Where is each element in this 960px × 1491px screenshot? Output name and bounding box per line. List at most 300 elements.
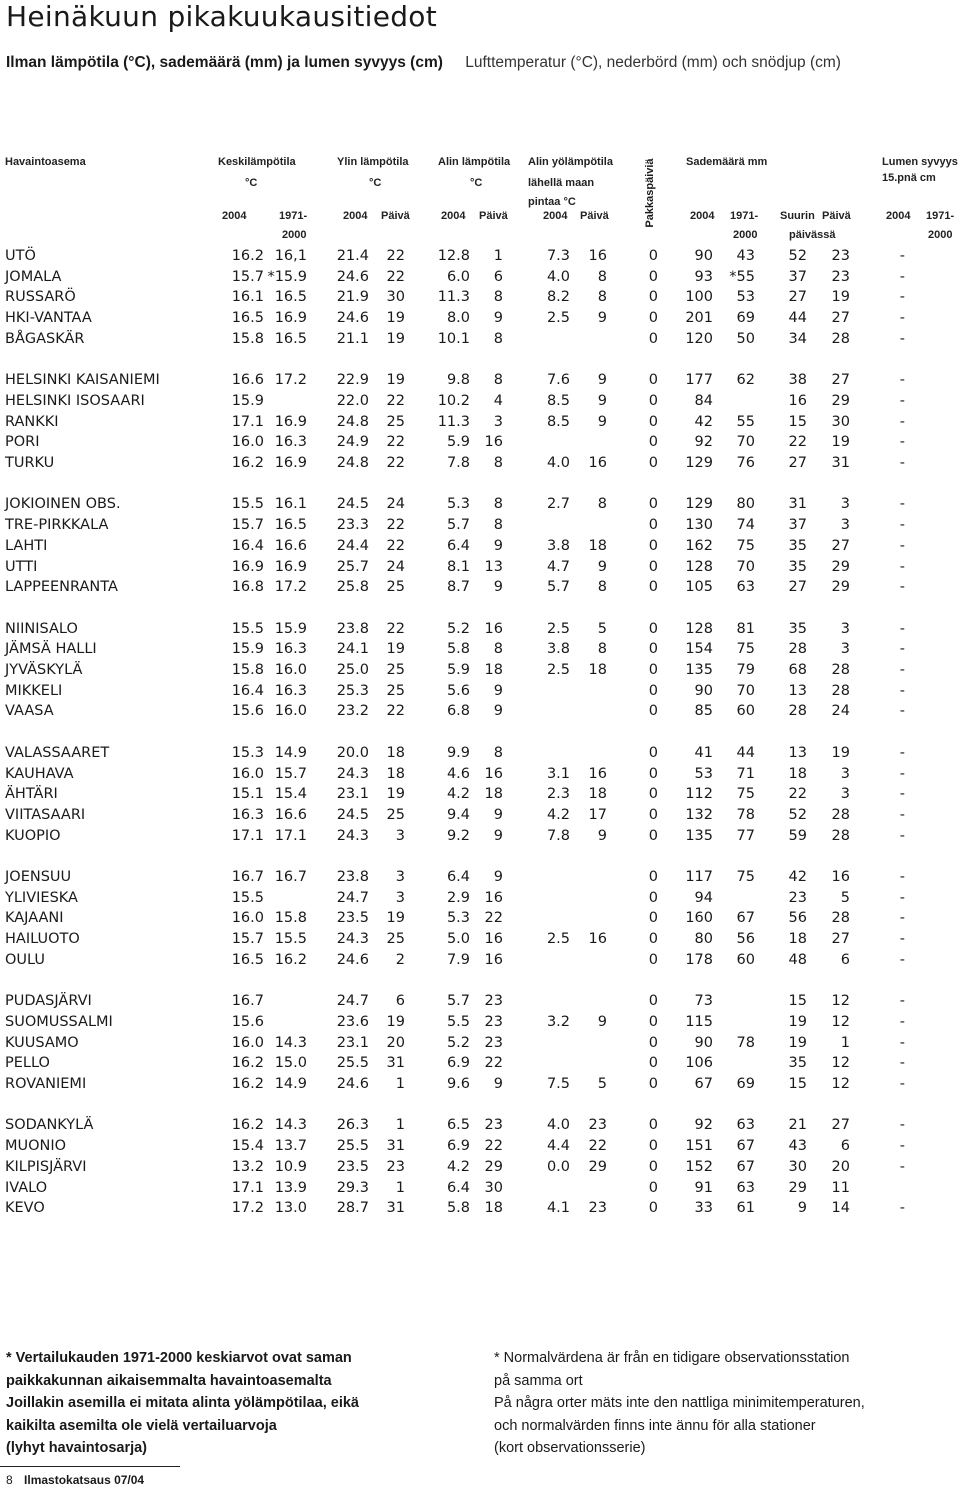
cell-mean-2004: 16.2	[231, 455, 264, 471]
cell-max-2004: 24.7	[336, 993, 369, 1010]
cell-ground-2004: 2.5	[546, 662, 570, 678]
cell-ground-day: 23	[588, 1117, 607, 1134]
footer-divider	[0, 1466, 180, 1467]
cell-precip-day: 24	[831, 703, 850, 720]
cell-precip-normal: 63	[736, 579, 755, 596]
cell-mean-normal: 16.1	[274, 496, 307, 513]
cell-precip-largest: 29	[788, 1179, 807, 1196]
cell-min-2004: 5.6	[446, 682, 470, 699]
note-line: På några orter mäts inte den nattliga minimitemperaturen,	[494, 1395, 865, 1411]
cell-min-2004: 10.2	[437, 392, 470, 409]
table-row	[0, 559, 960, 579]
cell-ground-day: 17	[588, 806, 607, 823]
cell-max-day: 18	[386, 765, 405, 782]
cell-station: ROVANIEMI	[5, 1076, 87, 1092]
cell-mean-2004: 16.2	[231, 248, 264, 264]
cell-frost-days: 0	[648, 910, 658, 927]
cell-ground-2004: 3.8	[546, 537, 570, 554]
cell-max-2004: 25.5	[336, 1055, 369, 1072]
cell-precip-normal: 76	[736, 455, 755, 471]
cell-min-2004: 9.2	[446, 827, 470, 844]
table-row	[0, 393, 960, 413]
cell-frost-days: 0	[648, 620, 658, 637]
cell-frost-days: 0	[648, 434, 658, 451]
cell-min-day: 9	[493, 579, 503, 596]
cell-ground-day: 18	[588, 537, 607, 554]
cell-precip-largest: 43	[788, 1138, 807, 1155]
cell-snow-2004: -	[899, 455, 905, 471]
cell-frost-days: 0	[648, 268, 658, 285]
cell-min-day: 23	[484, 1117, 503, 1134]
cell-min-2004: 9.8	[446, 372, 470, 389]
cell-precip-largest: 35	[788, 537, 807, 554]
cell-precip-largest: 48	[788, 951, 807, 968]
cell-frost-days: 0	[648, 951, 658, 968]
cell-precip-normal: 62	[736, 372, 755, 389]
cell-precip-day: 27	[831, 537, 850, 554]
cell-mean-normal: 16.5	[274, 517, 307, 534]
cell-precip-day: 29	[831, 579, 850, 596]
cell-mean-2004: 16.2	[231, 1117, 264, 1134]
cell-max-2004: 24.7	[336, 889, 369, 906]
cell-snow-2004: -	[899, 1055, 905, 1072]
header-precip-per-day: päivässä	[789, 229, 836, 241]
cell-precip-2004: 135	[685, 662, 713, 678]
cell-max-day: 3	[395, 827, 405, 844]
cell-min-2004: 6.9	[446, 1055, 470, 1072]
cell-min-day: 22	[484, 1055, 503, 1072]
cell-min-day: 9	[493, 806, 503, 823]
cell-ground-day: 16	[588, 931, 607, 948]
cell-max-2004: 21.4	[336, 248, 369, 264]
cell-precip-normal: 75	[736, 537, 755, 554]
cell-precip-largest: 23	[788, 889, 807, 906]
cell-min-2004: 5.9	[446, 662, 470, 678]
cell-frost-days: 0	[648, 1138, 658, 1155]
cell-max-2004: 23.5	[336, 1158, 369, 1175]
cell-min-2004: 5.5	[446, 1013, 470, 1030]
cell-mean-2004: 16.9	[231, 558, 264, 575]
cell-snow-2004: -	[899, 413, 905, 430]
cell-station: RUSSARÖ	[5, 289, 76, 306]
cell-mean-normal: 16.3	[274, 434, 307, 451]
cell-precip-largest: 31	[788, 496, 807, 513]
cell-mean-normal: 16.6	[274, 537, 307, 554]
header-frost-days: Pakkaspäiviä	[644, 158, 656, 228]
cell-precip-largest: 35	[788, 1055, 807, 1072]
cell-mean-2004: 15.7	[231, 517, 264, 534]
cell-ground-day: 9	[597, 1013, 607, 1030]
cell-max-2004: 23.3	[336, 517, 369, 534]
cell-precip-2004: 154	[685, 641, 713, 658]
cell-max-day: 6	[395, 993, 405, 1010]
header-mean-2004: 2004	[222, 210, 247, 222]
cell-ground-day: 16	[588, 765, 607, 782]
cell-mean-normal: 16.5	[274, 289, 307, 306]
cell-precip-day: 19	[831, 434, 850, 451]
cell-snow-2004: -	[899, 993, 905, 1010]
header-unit-max: °C	[369, 177, 382, 189]
table-row	[0, 869, 960, 889]
cell-precip-2004: 132	[685, 806, 713, 823]
cell-precip-normal: 63	[736, 1117, 755, 1134]
cell-min-2004: 10.1	[437, 330, 470, 347]
cell-min-day: 22	[484, 1138, 503, 1155]
cell-snow-2004: -	[899, 910, 905, 927]
cell-min-2004: 8.0	[446, 310, 470, 327]
cell-station: UTÖ	[5, 248, 36, 264]
cell-min-2004: 5.2	[446, 1034, 470, 1051]
cell-station: KUOPIO	[5, 827, 61, 844]
cell-precip-2004: 92	[694, 1117, 713, 1134]
cell-max-2004: 24.3	[336, 765, 369, 782]
notes-swedish	[494, 1347, 865, 1460]
cell-mean-2004: 17.1	[231, 413, 264, 430]
cell-mean-2004: 16.8	[231, 579, 264, 596]
cell-precip-normal: 81	[736, 620, 755, 637]
cell-min-day: 9	[493, 703, 503, 720]
cell-station: HAILUOTO	[5, 931, 80, 948]
cell-precip-day: 28	[831, 330, 850, 347]
cell-min-day: 18	[484, 1200, 503, 1217]
cell-min-day: 23	[484, 1034, 503, 1051]
cell-precip-normal: 74	[736, 517, 755, 534]
table-row	[0, 1076, 960, 1096]
cell-mean-normal: 13.0	[274, 1200, 307, 1217]
cell-frost-days: 0	[648, 1055, 658, 1072]
cell-precip-largest: 22	[788, 786, 807, 803]
cell-precip-day: 20	[831, 1158, 850, 1175]
cell-max-2004: 24.6	[336, 268, 369, 285]
note-line: Joillakin asemilla ei mitata alinta yölämpötilaa, eikä	[6, 1395, 359, 1411]
note-line: * Vertailukauden 1971-2000 keskiarvot ovat saman	[6, 1350, 352, 1366]
cell-mean-2004: 15.6	[231, 703, 264, 720]
cell-mean-2004: 15.8	[231, 330, 264, 347]
cell-mean-normal: 16.9	[274, 310, 307, 327]
cell-precip-day: 3	[840, 765, 850, 782]
cell-mean-normal: 16.3	[274, 641, 307, 658]
header-ground-2004: 2004	[543, 210, 568, 222]
cell-max-2004: 21.1	[336, 330, 369, 347]
cell-precip-day: 6	[840, 1138, 850, 1155]
cell-precip-2004: 128	[685, 620, 713, 637]
cell-precip-normal: 44	[736, 744, 755, 761]
cell-mean-normal: 16.2	[274, 951, 307, 968]
cell-ground-day: 9	[597, 310, 607, 327]
cell-precip-2004: 42	[694, 413, 713, 430]
cell-mean-normal: 16.0	[274, 703, 307, 720]
header-unit-min: °C	[470, 177, 483, 189]
cell-station: JOMALA	[5, 268, 62, 285]
cell-precip-2004: 130	[685, 517, 713, 534]
table-row	[0, 496, 960, 516]
table-row	[0, 703, 960, 723]
cell-frost-days: 0	[648, 889, 658, 906]
cell-max-2004: 23.1	[336, 1034, 369, 1051]
cell-frost-days: 0	[648, 392, 658, 409]
cell-ground-2004: 8.5	[546, 392, 570, 409]
cell-precip-day: 29	[831, 558, 850, 575]
cell-max-day: 30	[386, 289, 405, 306]
cell-max-day: 22	[386, 392, 405, 409]
cell-max-day: 1	[395, 1117, 405, 1134]
cell-station: YLIVIESKA	[5, 889, 78, 906]
cell-frost-days: 0	[648, 1117, 658, 1134]
cell-max-day: 25	[386, 682, 405, 699]
cell-max-day: 20	[386, 1034, 405, 1051]
cell-min-2004: 5.7	[446, 517, 470, 534]
header-precip-2004: 2004	[690, 210, 715, 222]
cell-frost-days: 0	[648, 662, 658, 678]
table-row	[0, 621, 960, 641]
cell-precip-largest: 44	[788, 310, 807, 327]
cell-max-day: 19	[386, 330, 405, 347]
cell-precip-largest: 35	[788, 558, 807, 575]
cell-max-2004: 21.9	[336, 289, 369, 306]
cell-max-day: 3	[395, 869, 405, 885]
cell-frost-days: 0	[648, 1076, 658, 1092]
cell-mean-normal: 17.2	[274, 372, 307, 389]
subtitle-swedish: Lufttemperatur (°C), nederbörd (mm) och snödjup (cm)	[465, 54, 841, 71]
cell-snow-2004: -	[899, 1138, 905, 1155]
cell-precip-normal: 70	[736, 558, 755, 575]
cell-precip-largest: 52	[788, 248, 807, 264]
cell-precip-largest: 15	[788, 413, 807, 430]
cell-mean-normal: 15.0	[274, 1055, 307, 1072]
cell-precip-2004: 41	[694, 744, 713, 761]
cell-snow-2004: -	[899, 330, 905, 347]
cell-snow-2004: -	[899, 392, 905, 409]
cell-mean-2004: 15.8	[231, 662, 264, 678]
table-row	[0, 455, 960, 475]
cell-frost-days: 0	[648, 682, 658, 699]
cell-ground-2004: 4.1	[546, 1200, 570, 1217]
cell-station: SODANKYLÄ	[5, 1117, 94, 1134]
cell-ground-2004: 7.8	[546, 827, 570, 844]
cell-snow-2004: -	[899, 579, 905, 596]
cell-ground-2004: 8.2	[546, 289, 570, 306]
cell-precip-normal: *55	[729, 268, 755, 285]
cell-precip-largest: 13	[788, 744, 807, 761]
cell-min-day: 16	[484, 765, 503, 782]
cell-max-2004: 24.4	[336, 537, 369, 554]
page-subtitle	[6, 54, 841, 72]
cell-ground-2004: 0.0	[546, 1158, 570, 1175]
cell-frost-days: 0	[648, 1034, 658, 1051]
cell-mean-normal: 14.3	[274, 1034, 307, 1051]
cell-min-day: 16	[484, 620, 503, 637]
cell-min-2004: 11.3	[437, 413, 470, 430]
cell-mean-normal: 15.5	[274, 931, 307, 948]
table-row	[0, 662, 960, 682]
cell-precip-normal: 70	[736, 434, 755, 451]
cell-precip-2004: 85	[694, 703, 713, 720]
cell-frost-days: 0	[648, 1013, 658, 1030]
cell-min-2004: 8.7	[446, 579, 470, 596]
cell-precip-2004: 105	[685, 579, 713, 596]
table-row	[0, 248, 960, 268]
cell-frost-days: 0	[648, 1200, 658, 1217]
cell-precip-2004: 129	[685, 496, 713, 513]
cell-min-2004: 5.9	[446, 434, 470, 451]
cell-snow-2004: -	[899, 558, 905, 575]
cell-ground-day: 22	[588, 1138, 607, 1155]
cell-min-2004: 9.6	[446, 1076, 470, 1092]
cell-ground-day: 8	[597, 289, 607, 306]
cell-station: ÄHTÄRI	[5, 786, 58, 803]
header-max-day: Päivä	[381, 210, 410, 222]
cell-frost-days: 0	[648, 1179, 658, 1196]
cell-max-day: 1	[395, 1179, 405, 1196]
cell-precip-normal: 69	[736, 310, 755, 327]
cell-frost-days: 0	[648, 579, 658, 596]
cell-mean-normal: 13.7	[274, 1138, 307, 1155]
cell-max-2004: 25.0	[336, 662, 369, 678]
cell-precip-normal: 53	[736, 289, 755, 306]
cell-precip-2004: 94	[694, 889, 713, 906]
note-line: paikkakunnan aikaisemmalta havaintoasemalta	[6, 1372, 332, 1389]
cell-max-2004: 22.0	[336, 392, 369, 409]
cell-max-day: 3	[395, 889, 405, 906]
cell-mean-2004: 16.1	[231, 289, 264, 306]
cell-min-2004: 7.8	[446, 455, 470, 471]
cell-snow-2004: -	[899, 641, 905, 658]
cell-mean-2004: 15.9	[231, 392, 264, 409]
cell-precip-normal: 43	[736, 248, 755, 264]
header-max-2004: 2004	[343, 210, 368, 222]
cell-mean-2004: 15.7	[231, 268, 264, 285]
cell-station: VIITASAARI	[5, 806, 86, 823]
cell-ground-day: 18	[588, 662, 607, 678]
cell-station: VAASA	[5, 703, 54, 720]
cell-precip-largest: 27	[788, 579, 807, 596]
cell-mean-normal: 16.7	[274, 869, 307, 885]
cell-max-2004: 24.3	[336, 931, 369, 948]
cell-mean-2004: 16.0	[231, 1034, 264, 1051]
cell-snow-2004: -	[899, 806, 905, 823]
cell-ground-2004: 4.7	[546, 558, 570, 575]
cell-min-day: 9	[493, 682, 503, 699]
cell-min-day: 6	[493, 268, 503, 285]
cell-precip-normal: 71	[736, 765, 755, 782]
cell-ground-day: 8	[597, 496, 607, 513]
cell-precip-normal: 55	[736, 413, 755, 430]
cell-min-2004: 6.4	[446, 1179, 470, 1196]
cell-mean-normal: 15.4	[274, 786, 307, 803]
cell-ground-day: 8	[597, 268, 607, 285]
cell-mean-2004: 15.6	[231, 1013, 264, 1030]
cell-max-day: 22	[386, 620, 405, 637]
cell-precip-day: 28	[831, 910, 850, 927]
cell-precip-2004: 177	[685, 372, 713, 389]
cell-precip-2004: 115	[685, 1013, 713, 1030]
cell-mean-2004: 16.5	[231, 951, 264, 968]
cell-precip-day: 30	[831, 413, 850, 430]
cell-min-day: 8	[493, 641, 503, 658]
cell-min-2004: 12.8	[437, 248, 470, 264]
header-snow-2004: 2004	[886, 210, 911, 222]
cell-ground-day: 8	[597, 641, 607, 658]
cell-precip-2004: 80	[694, 931, 713, 948]
cell-max-day: 25	[386, 931, 405, 948]
cell-snow-2004: -	[899, 786, 905, 803]
cell-min-2004: 6.0	[446, 268, 470, 285]
cell-min-day: 8	[493, 455, 503, 471]
cell-precip-day: 3	[840, 641, 850, 658]
cell-station: HELSINKI KAISANIEMI	[5, 372, 160, 389]
cell-mean-2004: 16.4	[231, 682, 264, 699]
cell-snow-2004: -	[899, 310, 905, 327]
cell-ground-2004: 4.0	[546, 268, 570, 285]
cell-frost-days: 0	[648, 827, 658, 844]
cell-mean-normal: 17.1	[274, 827, 307, 844]
cell-mean-normal: 16.9	[274, 558, 307, 575]
cell-station: OULU	[5, 951, 45, 968]
cell-max-day: 25	[386, 579, 405, 596]
cell-mean-2004: 16.2	[231, 1076, 264, 1092]
cell-station: PELLO	[5, 1055, 50, 1072]
cell-station: VALASSAARET	[5, 744, 110, 761]
cell-station: MUONIO	[5, 1138, 67, 1155]
page-title: Heinäkuun pikakuukausitiedot	[6, 0, 437, 33]
header-unit-mean: °C	[245, 177, 258, 189]
table-row	[0, 1180, 960, 1200]
cell-precip-2004: 100	[685, 289, 713, 306]
cell-max-day: 25	[386, 806, 405, 823]
table-row	[0, 890, 960, 910]
cell-mean-2004: 16.0	[231, 765, 264, 782]
cell-snow-2004: -	[899, 1076, 905, 1092]
cell-mean-2004: 15.7	[231, 931, 264, 948]
note-line: (lyhyt havaintosarja)	[6, 1440, 148, 1456]
cell-frost-days: 0	[648, 248, 658, 264]
cell-precip-normal: 63	[736, 1179, 755, 1196]
cell-mean-2004: 16.5	[231, 310, 264, 327]
cell-precip-day: 27	[831, 310, 850, 327]
cell-max-2004: 24.6	[336, 1076, 369, 1092]
cell-min-day: 9	[493, 1076, 503, 1092]
cell-precip-normal: 67	[736, 910, 755, 927]
table-row	[0, 683, 960, 703]
cell-precip-2004: 151	[685, 1138, 713, 1155]
cell-precip-largest: 34	[788, 330, 807, 347]
cell-max-2004: 25.3	[336, 682, 369, 699]
cell-ground-2004: 2.5	[546, 620, 570, 637]
cell-precip-day: 29	[831, 392, 850, 409]
cell-max-day: 23	[386, 1158, 405, 1175]
note-line: kaikilta asemilta ole vielä vertailuarvoja	[6, 1417, 277, 1434]
cell-station: KAJAANI	[5, 910, 64, 927]
cell-station: KILPISJÄRVI	[5, 1158, 87, 1175]
cell-max-day: 22	[386, 537, 405, 554]
cell-precip-day: 27	[831, 372, 850, 389]
cell-max-2004: 24.1	[336, 641, 369, 658]
cell-min-2004: 5.0	[446, 931, 470, 948]
cell-precip-day: 12	[831, 993, 850, 1010]
cell-precip-largest: 19	[788, 1013, 807, 1030]
cell-frost-days: 0	[648, 869, 658, 885]
cell-max-2004: 20.0	[336, 744, 369, 761]
cell-station: PORI	[5, 434, 40, 451]
cell-max-day: 19	[386, 310, 405, 327]
cell-precip-2004: 67	[694, 1076, 713, 1092]
cell-snow-2004: -	[899, 682, 905, 699]
cell-precip-2004: 106	[685, 1055, 713, 1072]
cell-snow-2004: -	[899, 372, 905, 389]
cell-precip-day: 3	[840, 786, 850, 803]
cell-ground-2004: 4.0	[546, 1117, 570, 1134]
cell-precip-2004: 129	[685, 455, 713, 471]
